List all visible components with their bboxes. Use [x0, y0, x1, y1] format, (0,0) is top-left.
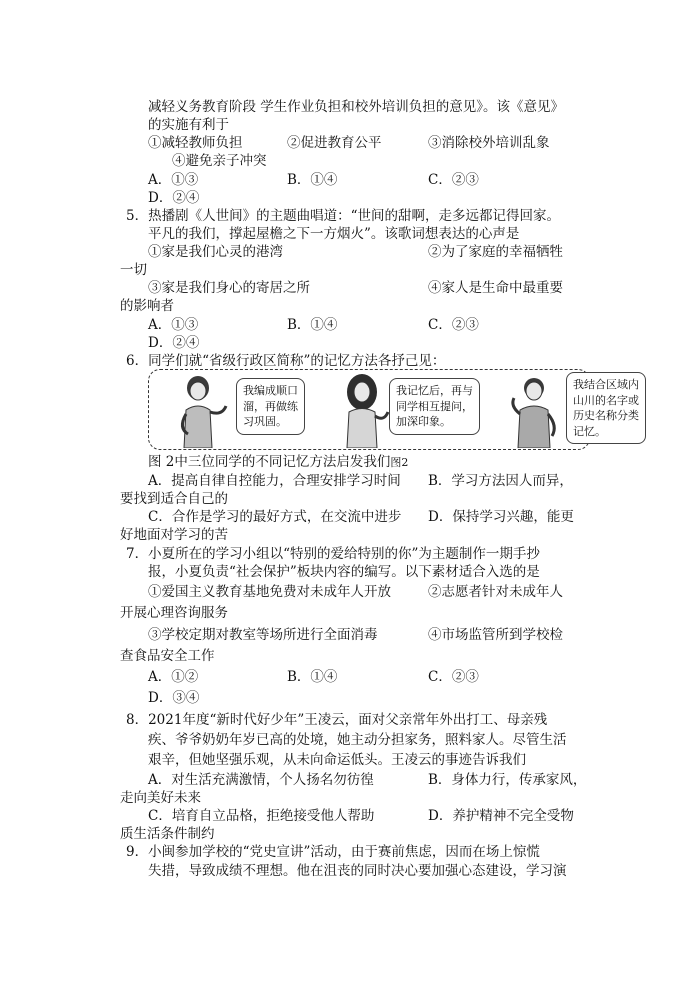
q6-caption-figure-tag: 图2 — [390, 456, 409, 469]
q5-choice-c: C．②③ — [428, 317, 479, 333]
q5-choice-a: A．①③ — [148, 317, 199, 333]
q6-choice-d-cont: 好地面对学习的苦 — [120, 527, 228, 543]
q8-choice-a: A．对生活充满激情，个人扬名勿彷徨 — [148, 772, 374, 788]
q5-option-4-cont: 的影响者 — [120, 298, 174, 314]
q8-choice-d: D．养护精神不完全受物 — [428, 808, 574, 824]
q7-choice-d: D．③④ — [148, 690, 200, 706]
q7-option-1: ①爱国主义教育基地免费对未成年人开放 — [148, 584, 391, 600]
q6-choice-b-cont: 要找到适合自己的 — [120, 491, 228, 507]
q5-choice-b: B．①④ — [287, 317, 338, 333]
q4-choice-a: A．①③ — [148, 172, 199, 188]
q4-option-2: ②促进教育公平 — [287, 135, 382, 151]
student-boy-illustration — [506, 372, 566, 448]
q4-option-4: ④避免亲子冲突 — [172, 153, 267, 169]
q7-option-2: ②志愿者针对未成年人 — [428, 584, 563, 600]
q5-option-4: ④家人是生命中最重要 — [428, 280, 563, 296]
q5-option-2: ②为了家庭的幸福牺牲 — [428, 244, 563, 260]
q8-choice-b: B．身体力行，传承家风， — [428, 772, 587, 788]
q7-choice-b: B．①④ — [287, 669, 338, 685]
q4-choice-c: C．②③ — [428, 172, 479, 188]
q8-stem-line2: 疾、爷爷奶奶年岁已高的处境，她主动分担家务，照料家人。尽管生活 — [148, 732, 567, 748]
q7-stem-line1: 7．小夏所在的学习小组以“特别的爱给特别的你”为主题制作一期手抄 — [126, 546, 540, 562]
q4-option-3: ③消除校外培训乱象 — [428, 135, 550, 151]
q8-stem-line1: 8．2021年度“新时代好少年”王凌云，面对父亲常年外出打工、母亲残 — [126, 712, 548, 728]
q6-choice-a: A．提高自律自控能力，合理安排学习时间 — [148, 473, 401, 489]
q5-stem-line2: 平凡的我们，撑起屋檐之下一方烟火”。该歌词想表达的心声是 — [148, 226, 520, 242]
q7-choice-a: A．①② — [148, 669, 199, 685]
q9-stem-line2: 失措，导致成绩不理想。他在沮丧的同时决心要加强心态建设，学习演 — [148, 863, 567, 879]
q6-choice-c: C．合作是学习的最好方式，在交流中进步 — [148, 509, 402, 525]
speech-bubble-2: 我记忆后，再与 同学相互提问， 加深印象。 — [389, 378, 480, 435]
q4-option-1: ①减轻教师负担 — [148, 135, 243, 151]
q4-stem-line1: 减轻义务教育阶段 学生作业负担和校外培训负担的意见》。该《意见》 — [148, 99, 565, 115]
q8-choice-c: C．培育自立品格，拒绝接受他人帮助 — [148, 808, 375, 824]
q7-option-4: ④市场监管所到学校检 — [428, 627, 563, 643]
q7-option-2-cont: 开展心理咨询服务 — [120, 605, 228, 621]
q8-stem-line3: 艰辛，但她坚强乐观，从未向命运低头。王凌云的事迹告诉我们 — [148, 752, 526, 768]
student-girl-1-illustration — [168, 372, 234, 448]
q7-option-3: ③学校定期对教室等场所进行全面消毒 — [148, 627, 378, 643]
q6-choice-d: D．保持学习兴趣，能更 — [428, 509, 574, 525]
speech-bubble-1: 我编成顺口 溜，再做练 习巩固。 — [236, 378, 305, 435]
q7-option-4-cont: 查食品安全工作 — [120, 648, 215, 664]
q5-option-2-cont: 一切 — [120, 262, 147, 278]
q4-stem-line2: 的实施有利于 — [148, 117, 229, 133]
q7-choice-c: C．②③ — [428, 669, 479, 685]
q5-option-1: ①家是我们心灵的港湾 — [148, 244, 283, 260]
q6-stem: 6．同学们就“省级行政区简称”的记忆方法各抒己见： — [126, 353, 446, 369]
student-girl-2-illustration — [336, 372, 392, 448]
q8-choice-d-cont: 质生活条件制约 — [120, 826, 215, 842]
q6-figure-caption — [148, 453, 408, 472]
q5-option-3: ③家是我们身心的寄居之所 — [148, 280, 310, 296]
q5-stem-line1: 5．热播剧《人世间》的主题曲唱道：“世间的甜啊，走多远都记得回家。 — [126, 208, 560, 224]
q8-choice-b-cont: 走向美好未来 — [120, 790, 201, 806]
speech-bubble-3: 我结合区域内 山川的名字或 历史名称分类 记忆。 — [566, 372, 646, 444]
q7-stem-line2: 报，小夏负责“社会保护”板块内容的编写。以下素材适合入选的是 — [148, 564, 540, 580]
q6-choice-b: B．学习方法因人而异， — [428, 473, 573, 489]
q6-caption-text: 图 2中三位同学的不同记忆方法启发我们 — [148, 454, 391, 470]
q5-choice-d: D．②④ — [148, 335, 200, 351]
q9-stem-line1: 9．小闽参加学校的“党史宣讲”活动，由于赛前焦虑，因而在场上惊慌 — [126, 844, 540, 860]
q4-choice-d: D．②④ — [148, 190, 200, 206]
q4-choice-b: B．①④ — [287, 172, 338, 188]
